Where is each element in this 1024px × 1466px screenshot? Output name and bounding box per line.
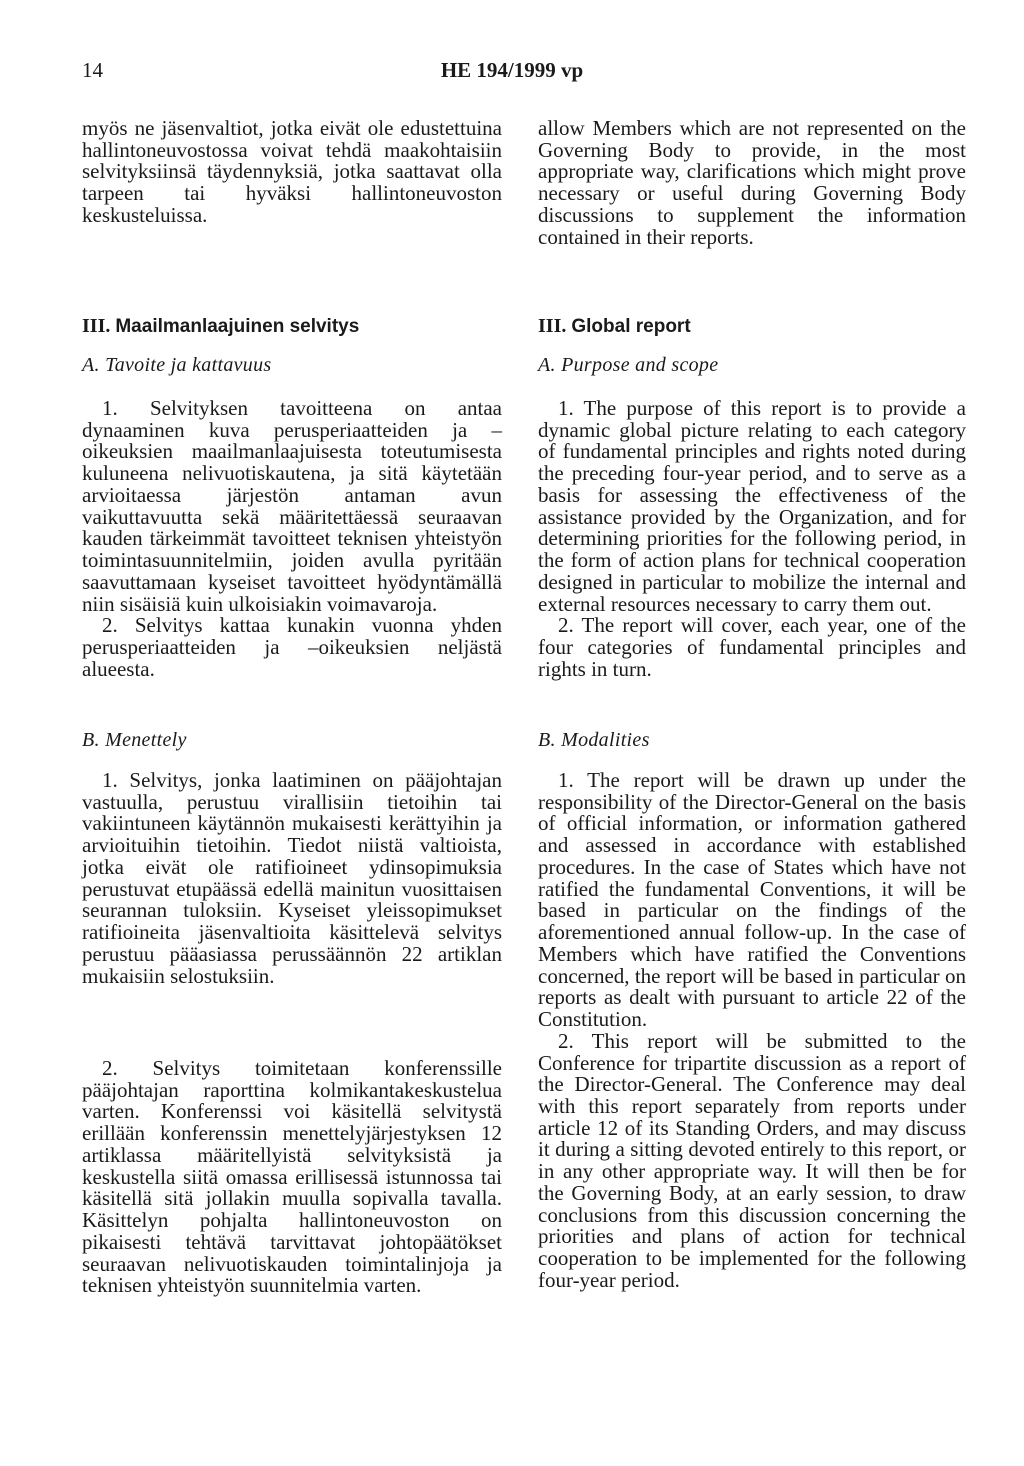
fi-subheading-b: B. Menettely — [82, 729, 187, 751]
en-subheading-b: B. Modalities — [538, 729, 650, 751]
fi-section-b-para-1: 1. Selvitys, jonka laatiminen on pääjohtajan vastuulla, perustuu virallisiin tietoihin tai vakiintuneen käytännön mukaisesti kerättyihin ja arvioituihin tietoihin. Tiedot niistä valtioista, jotka eivät ole ratifioineet ydinsopimuksia perustuvat etupäässä edellä mainitun vuosittaisen seurannan tuloksiin. Kyseiset yleissopimukset ratifioineita jäsenvaltioita käsittelevä selvitys perustuu pääasiassa perussäännön 22 artiklan mukaisiin selostuksiin. — [82, 768, 502, 988]
fi-section-a-body — [82, 398, 502, 681]
page-number: 14 — [82, 58, 103, 82]
en-section-title: Global report — [571, 316, 691, 337]
fi-a-para-2: 2. Selvitys kattaa kunakin vuonna yhden perusperiaatteiden ja –oikeuksien neljästä alueesta. — [82, 613, 502, 681]
fi-subheading-a: A. Tavoite ja kattavuus — [82, 354, 272, 376]
en-subheading-a: A. Purpose and scope — [538, 354, 719, 376]
en-b-para-1: 1. The report will be drawn up under the responsibility of the Director-General on the basis of official information, or information gathered and assessed in accordance with established procedures. In the case of States which have not ratified the fundamental Conventions, it will be based in particular on the findings of the aforementioned annual follow-up. In the case of Members which have ratified the Conventions concerned, the report will be based in particular on reports as dealt with pursuant to article 22 of the Constitution. — [538, 768, 966, 1032]
fi-intro-paragraph: myös ne jäsenvaltiot, jotka eivät ole edustettuina hallintoneuvostossa voivat tehdä maakohtaisiin selvityksiinsä täydennyksiä, jotka saattavat olla tarpeen tai hyväksi hallintoneuvoston keskusteluissa. — [82, 116, 502, 227]
en-a-para-1: 1. The purpose of this report is to provide a dynamic global picture relating to each category of fundamental principles and rights noted during the preceding four-year period, and to serve as a basis for assessing the effectiveness of the assistance provided by the Organization, and for determining priorities for the following period, in the form of action plans for technical cooperation designed in particular to mobilize the internal and external resources necessary to carry them out. — [538, 396, 966, 616]
en-b-para-2: 2. This report will be submitted to the Conference for tripartite discussion as a report of the Director-General. The Conference may deal with this report separately from reports under article 12 of its Standing Orders, and may discuss it during a sitting devoted entirely to this report, or in any other appropriate way. It will then be for the Governing Body, at an early session, to draw conclusions from this discussion concerning the priorities and plans of action for technical cooperation to be implemented for the following four-year period. — [538, 1028, 966, 1292]
en-a-para-2: 2. The report will cover, each year, one of the four categories of fundamental principles and rights in turn. — [538, 613, 966, 681]
document-id: HE 194/1999 vp — [440, 58, 584, 82]
fi-section-number: III. — [82, 315, 111, 337]
en-section-a-body — [538, 398, 966, 681]
fi-section-heading — [82, 316, 502, 337]
fi-section-b-para-2: 2. Selvitys toimitetaan konferenssille pääjohtajan raporttina kolmikantakeskustelua varten. Konferenssi voi käsitellä selvitystä erillään konferenssin menettelyjärjestyksen 12 artiklassa määritellyistä selvityksistä ja keskustella siitä omassa erillisessä istunnossa tai käsitellä sitä jollakin muulla sopivalla tavalla. Käsittelyn pohjalta hallintoneuvoston on pikaisesti tehtävä tarvittavat johtopäätökset seuraavan nelivuotiskauden toimintalinjoja ja teknisen yhteistyön suunnitelmia varten. — [82, 1056, 502, 1298]
en-section-heading — [538, 316, 966, 337]
en-section-number: III. — [538, 315, 567, 337]
fi-section-title: Maailmanlaajuinen selvitys — [115, 316, 360, 337]
en-intro-paragraph: allow Members which are not represented on the Governing Body to provide, in the most appropriate way, clarifications which might prove necessary or useful during Governing Body discussions to supplement the information contained in their reports. — [538, 116, 966, 249]
en-section-b-body — [538, 770, 966, 1292]
fi-a-para-1: 1. Selvityksen tavoitteena on antaa dynaaminen kuva perusperiaatteiden ja –oikeuksien maailmanlaajuisesta toteutumisesta kuluneena nelivuotiskautena, ja sitä käytetään arvioitaessa järjestön antaman avun vaikuttavuutta sekä määritettäessä seuraavan kauden tärkeimmät tavoitteet teknisen yhteistyön toimintasuunnitelmiin, joiden avulla pyritään saavuttamaan kyseiset tavoitteet hyödyntämällä niin sisäisiä kuin ulkoisiakin voimavaroja. — [82, 396, 502, 616]
